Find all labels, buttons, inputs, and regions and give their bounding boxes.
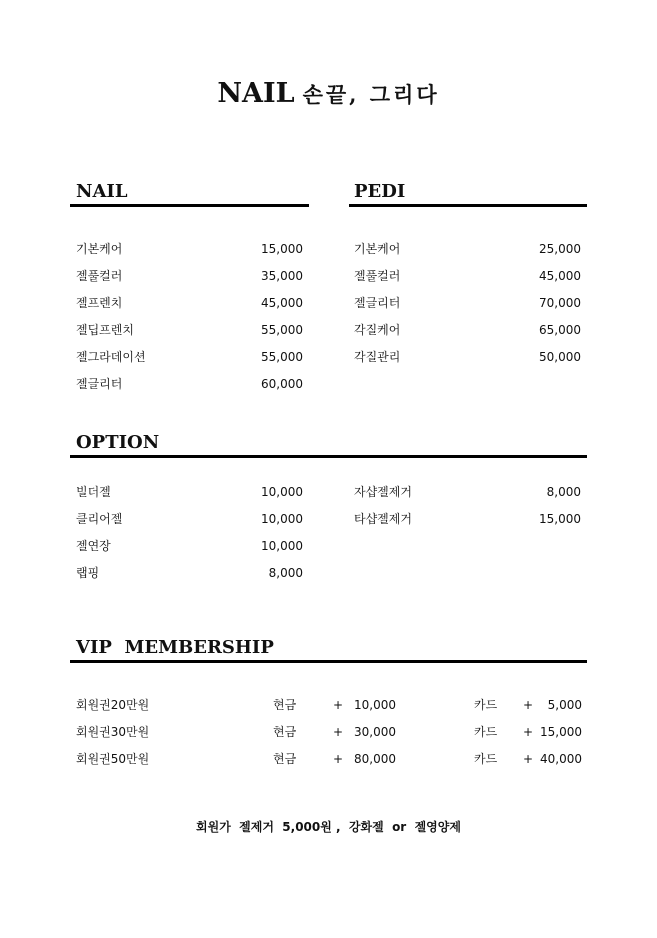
item-name: 각질케어 [354,323,401,337]
nail-item [76,267,303,285]
card-value: 40,000 [540,752,582,766]
plus-sign: + [523,752,534,766]
cash-label: 현금 [273,698,297,712]
item-price: 25,000 [539,242,581,256]
item-price: 10,000 [261,485,303,499]
option-item [354,510,581,528]
membership-heading: VIP MEMBERSHIP [76,637,274,658]
item-name: 자샵젤제거 [354,485,412,499]
item-name: 각질관리 [354,350,401,364]
pedi-heading: PEDI [354,181,406,202]
item-price: 50,000 [539,350,581,364]
cash-value: 30,000 [354,725,396,739]
pedi-item [354,240,581,258]
title-ko: 손끝, 그리다 [302,82,440,107]
cash-label: 현금 [273,725,297,739]
pedi-item [354,294,581,312]
item-price: 15,000 [539,512,581,526]
card-label: 카드 [474,725,498,739]
item-name: 타샵젤제거 [354,512,412,526]
item-name: 젤글리터 [354,296,401,310]
item-name: 젤프렌치 [76,296,123,310]
item-price: 10,000 [261,512,303,526]
item-name: 랩핑 [76,566,100,580]
option-rule [70,455,587,458]
footer-note: 회원가 젤제거 5,000원 , 강화젤 or 젤영양제 [196,820,461,834]
plus-sign: + [523,698,534,712]
card-value: 5,000 [547,698,582,712]
item-name: 기본케어 [76,242,123,256]
plus-sign: + [523,725,534,739]
item-name: 젤딥프렌치 [76,323,134,337]
plus-sign: + [333,725,344,739]
nail-item [76,240,303,258]
card-label: 카드 [474,752,498,766]
membership-row [76,723,582,741]
title-en: NAIL [217,78,295,109]
item-price: 15,000 [261,242,303,256]
nail-item [76,321,303,339]
option-item [354,483,581,501]
item-price: 55,000 [261,350,303,364]
membership-row [76,696,582,714]
item-name: 젤풀컬러 [354,269,401,283]
pedi-item [354,267,581,285]
cash-value: 80,000 [354,752,396,766]
option-item [76,537,303,555]
nail-heading: NAIL [76,181,128,202]
item-price: 65,000 [539,323,581,337]
cash-label: 현금 [273,752,297,766]
membership-rule [70,660,587,663]
membership-name: 회원권30만원 [76,725,150,739]
item-price: 45,000 [261,296,303,310]
cash-value: 10,000 [354,698,396,712]
item-name: 젤연장 [76,539,111,553]
option-item [76,483,303,501]
plus-sign: + [333,698,344,712]
item-price: 70,000 [539,296,581,310]
item-price: 45,000 [539,269,581,283]
pedi-item [354,321,581,339]
item-name: 빌더젤 [76,485,111,499]
option-item [76,510,303,528]
item-name: 클리어젤 [76,512,123,526]
membership-name: 회원권20만원 [76,698,150,712]
pedi-item [354,348,581,366]
item-name: 젤풀컬러 [76,269,123,283]
option-item [76,564,303,582]
item-price: 8,000 [546,485,581,499]
card-label: 카드 [474,698,498,712]
membership-row [76,750,582,768]
item-price: 55,000 [261,323,303,337]
option-heading: OPTION [76,432,160,453]
item-price: 35,000 [261,269,303,283]
page-title [0,78,657,109]
plus-sign: + [333,752,344,766]
pedi-rule [349,204,587,207]
item-name: 젤그라데이션 [76,350,146,364]
nail-item [76,348,303,366]
membership-name: 회원권50만원 [76,752,150,766]
item-name: 젤글리터 [76,377,123,391]
item-price: 60,000 [261,377,303,391]
item-price: 10,000 [261,539,303,553]
nail-item [76,294,303,312]
item-name: 기본케어 [354,242,401,256]
card-value: 15,000 [540,725,582,739]
item-price: 8,000 [268,566,303,580]
nail-item [76,375,303,393]
nail-rule [70,204,309,207]
